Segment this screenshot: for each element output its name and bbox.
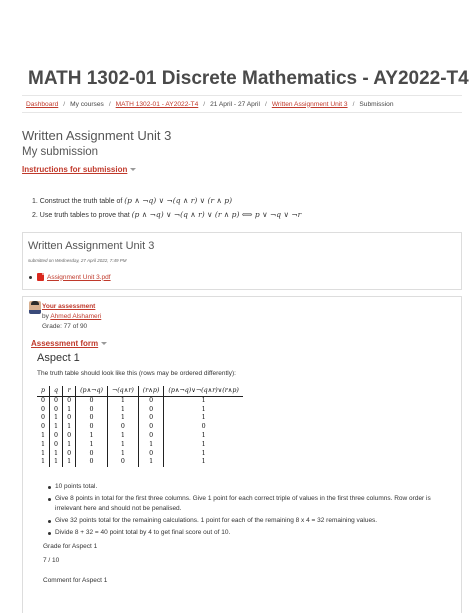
instruction-number: 2.	[32, 212, 38, 219]
assessor-line	[42, 313, 101, 320]
breadcrumb-my-courses: My courses	[70, 100, 104, 108]
instruction-formula: (p ∧ ¬q) ∨ ¬(q ∧ r) ∨ (r ∧ p)	[124, 196, 233, 205]
truth-table-row	[37, 397, 243, 406]
submission-box	[22, 232, 462, 290]
chevron-down-icon	[130, 168, 136, 171]
truth-table-row	[37, 440, 243, 449]
truth-table-cell: 1	[63, 423, 76, 432]
breadcrumb-current: Submission	[359, 100, 394, 108]
truth-table-cell: 0	[41, 405, 46, 413]
truth-table-cell: 0	[76, 397, 108, 406]
truth-table-cell: 1	[164, 440, 243, 449]
truth-table-cell: 1	[76, 440, 108, 449]
truth-table-header: (r∧p)	[138, 386, 164, 397]
truth-table-cell: 0	[107, 423, 138, 432]
grading-note: Give 8 points in total for the first three columns. Give 1 point for each correct triple of values in the first three columns. Row order is irrelevant here and should not be penalised.	[55, 494, 455, 514]
truth-table-cell: 1	[63, 440, 76, 449]
my-submission-heading: My submission	[22, 146, 99, 158]
truth-table-cell: 0	[76, 423, 108, 432]
grading-note: 10 points total.	[55, 482, 455, 492]
truth-table-cell: 1	[164, 458, 243, 467]
truth-table-cell: 0	[63, 397, 76, 406]
your-assessment-link[interactable]: Your assessment	[42, 303, 96, 310]
truth-table-cell: 1	[164, 397, 243, 406]
truth-table-row	[37, 458, 243, 467]
truth-table-cell: 1	[76, 432, 108, 441]
course-title: MATH 1302-01 Discrete Mathematics - AY2022-T4	[28, 68, 469, 89]
truth-table-cell: 0	[138, 432, 164, 441]
truth-table-body	[37, 397, 243, 467]
truth-table-header: p	[37, 386, 50, 397]
submission-file-link[interactable]: Assignment Unit 3.pdf	[47, 273, 111, 281]
truth-table-cell: 0	[63, 449, 76, 458]
truth-table-cell: 1	[164, 432, 243, 441]
truth-table-cell: 0	[164, 423, 243, 432]
truth-table-cell: 0	[138, 449, 164, 458]
breadcrumb-separator: /	[264, 100, 267, 108]
assignment-title: Written Assignment Unit 3	[22, 128, 172, 143]
truth-table-row	[37, 405, 243, 414]
truth-table-intro: The truth table should look like this (rows may be ordered differently):	[37, 370, 236, 377]
truth-table-cell: 0	[50, 432, 63, 441]
truth-table-cell: 0	[76, 405, 108, 414]
truth-table-cell: 1	[107, 440, 138, 449]
instructions-toggle-link[interactable]	[22, 165, 136, 174]
truth-table-cell: 0	[63, 414, 76, 423]
truth-table-cell: 1	[41, 440, 46, 448]
instructions-link-label: Instructions for submission	[22, 165, 128, 174]
instruction-item	[32, 196, 301, 205]
breadcrumb-separator: /	[108, 100, 111, 108]
submission-file	[29, 273, 111, 281]
aspect-grade-label: Grade for Aspect 1	[43, 543, 98, 550]
truth-table-cell: 1	[164, 449, 243, 458]
truth-table-cell: 0	[41, 397, 46, 405]
submission-date: submitted on Wednesday, 27 April 2022, 7:49 PM	[28, 258, 127, 263]
truth-table-cell: 1	[41, 432, 46, 440]
truth-table-cell: 0	[138, 414, 164, 423]
truth-table-row	[37, 432, 243, 441]
truth-table-cell: 1	[50, 414, 63, 423]
assessor-link[interactable]: Ahmed Alshameri	[50, 313, 102, 320]
breadcrumb-assignment[interactable]: Written Assignment Unit 3	[271, 100, 348, 108]
aspect-title: Aspect 1	[37, 352, 80, 364]
truth-table-row	[37, 449, 243, 458]
truth-table-header-row	[37, 386, 243, 397]
grading-note: Divide 8 + 32 = 40 point total by 4 to get final score out of 10.	[55, 528, 455, 538]
truth-table-cell: 1	[50, 449, 63, 458]
truth-table-cell: 0	[41, 423, 46, 431]
truth-table-cell: 1	[107, 397, 138, 406]
instruction-text: Use truth tables to prove that	[39, 212, 132, 219]
truth-table-cell: 0	[76, 414, 108, 423]
aspect-grade-value: 7 / 10	[43, 557, 60, 564]
truth-table-cell: 1	[107, 414, 138, 423]
truth-table-cell: 1	[107, 405, 138, 414]
truth-table-cell: 1	[63, 405, 76, 414]
assessor-prefix: by	[42, 313, 49, 320]
instruction-formula: (p ∧ ¬q) ∨ ¬(q ∧ r) ∨ (r ∧ p) ⟺ p ∨ ¬q ∨ ¬r	[131, 210, 302, 219]
truth-table-cell: 1	[41, 449, 46, 457]
truth-table-cell: 1	[164, 414, 243, 423]
truth-table-cell: 1	[138, 440, 164, 449]
grading-notes	[55, 482, 455, 540]
truth-table-cell: 0	[76, 449, 108, 458]
chevron-down-icon	[101, 342, 107, 345]
assessment-form-toggle[interactable]	[31, 339, 107, 348]
truth-table-row	[37, 414, 243, 423]
assessment-grade: Grade: 77 of 90	[42, 323, 88, 330]
truth-table-cell: 1	[107, 432, 138, 441]
truth-table-cell: 0	[41, 414, 46, 422]
assessment-box	[22, 296, 462, 613]
instructions-list	[32, 196, 301, 224]
truth-table-row	[37, 423, 243, 432]
truth-table-header: (p∧¬q)	[76, 386, 108, 397]
instruction-text: Construct the truth table of	[39, 198, 125, 205]
breadcrumb-separator: /	[352, 100, 355, 108]
bullet-icon	[29, 276, 32, 279]
aspect-comment-label: Comment for Aspect 1	[43, 577, 108, 584]
breadcrumb-dashboard[interactable]: Dashboard	[26, 100, 59, 108]
truth-table-cell: 1	[41, 458, 46, 466]
truth-table-cell: 0	[138, 423, 164, 432]
truth-table-cell: 0	[138, 405, 164, 414]
truth-table-cell: 0	[76, 458, 108, 467]
truth-table-cell: 0	[63, 432, 76, 441]
truth-table-cell: 0	[50, 440, 63, 449]
instruction-number: 1.	[32, 198, 38, 205]
truth-table-cell: 1	[138, 458, 164, 467]
truth-table-header: q	[50, 386, 63, 397]
truth-table-cell: 0	[138, 397, 164, 406]
truth-table-header: ¬(q∧r)	[107, 386, 138, 397]
truth-table-cell: 1	[50, 423, 63, 432]
truth-table-cell: 1	[107, 449, 138, 458]
truth-table-header: r	[63, 386, 76, 397]
truth-table-header: (p∧¬q)∨¬(q∧r)∨(r∧p)	[164, 386, 243, 397]
assessment-form-label: Assessment form	[31, 339, 99, 348]
instruction-item	[32, 210, 301, 219]
breadcrumb-separator: /	[203, 100, 206, 108]
truth-table-cell: 0	[50, 397, 63, 406]
submission-title: Written Assignment Unit 3	[28, 240, 155, 252]
breadcrumb-course[interactable]: MATH 1302-01 - AY2022-T4	[115, 100, 199, 108]
breadcrumb-week: 21 April - 27 April	[210, 100, 260, 108]
pdf-icon	[37, 273, 44, 281]
avatar	[29, 301, 41, 314]
truth-table-cell: 1	[164, 405, 243, 414]
truth-table-cell: 0	[50, 405, 63, 414]
truth-table-cell: 0	[107, 458, 138, 467]
breadcrumb-separator: /	[63, 100, 66, 108]
truth-table-cell: 1	[63, 458, 76, 467]
grading-note: Give 32 points total for the remaining calculations. 1 point for each of the remaining 8 x 4 = 32 remaining values.	[55, 516, 455, 526]
breadcrumb	[22, 95, 462, 113]
truth-table-cell: 1	[50, 458, 63, 467]
truth-table	[37, 386, 243, 467]
